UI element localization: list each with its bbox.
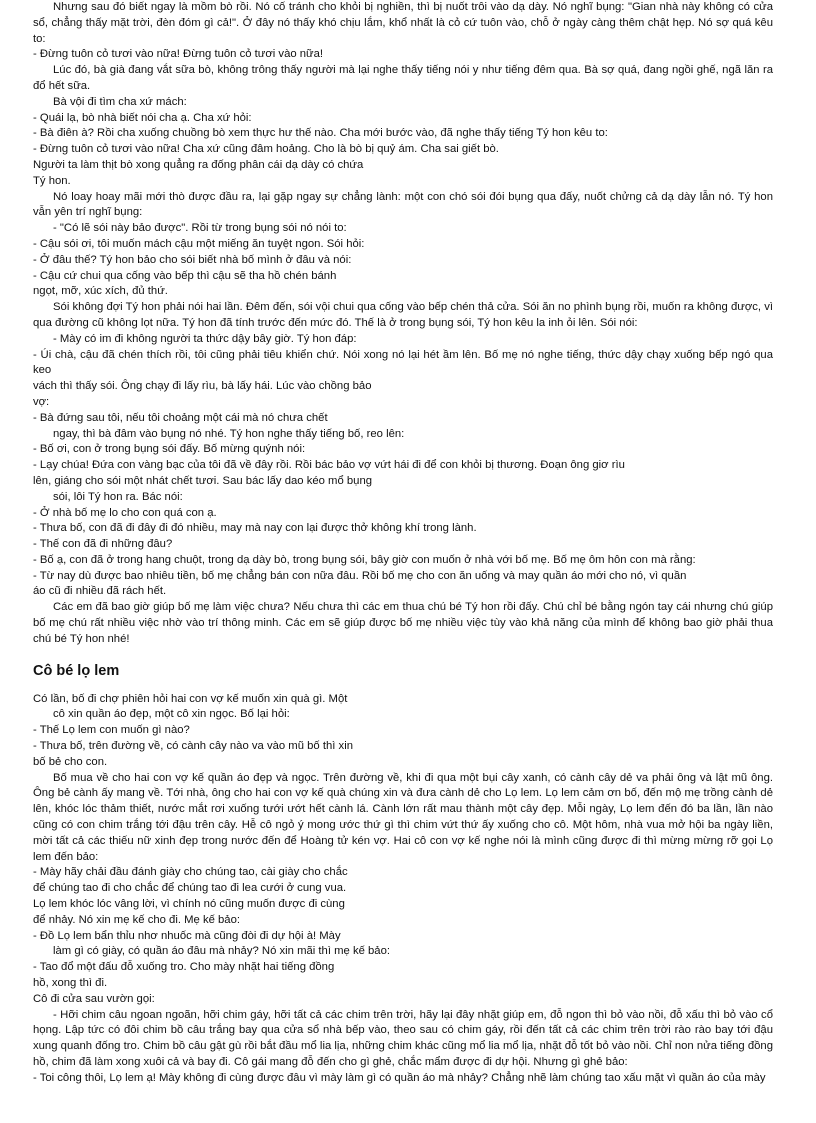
text-line: - Bà đứng sau tôi, nếu tôi choảng một cái mà nó chưa chết [33,411,328,424]
text-line: - Mày có im đi không người ta thức dậy bây giờ. Tý hon đáp: [53,332,357,345]
text-line: - Cậu sói ơi, tôi muốn mách cậu một miếng ăn tuyệt ngon. Sói hỏi: [33,237,365,250]
text-line: Sói không đợi Tý hon phải nói hai lần. Đêm đến, sói vội chui qua cống vào bếp chén thả cửa. Sói ăn no phình bụng rồi, muốn ra không được, vì qua đường cũ không lọt nữa. Tý hon đã tính trước đến mức đó. Thế là ở trong bụng sói, Tý hon kêu la inh ỏi lên. Sói nói: [33,301,773,329]
text-line: Nhưng sau đó biết ngay là mồm bò rồi. Nó cố tránh cho khỏi bị nghiền, thì bị nuốt trôi vào dạ dày. Nó nghĩ bụng: "Gian nhà này không có cửa sổ, chẳng thấy mặt trời, đèn đóm gì cả!". Ở đây nó thấy khó chịu lắm, khổ nhất là cỏ cứ tuôn vào, chỗ ở ngày càng thêm chật hẹp. Nó sợ quá kêu to: [33,1,773,45]
text-line: bố bẻ cho con. [33,755,108,768]
story-cinderella [33,692,773,1087]
text-line: lên, giáng cho sói một nhát chết tươi. Sau bác lấy dao kéo mổ bụng [33,474,373,487]
text-line: cô xin quần áo đẹp, một cô xin ngọc. Bố lại hỏi: [53,708,290,721]
text-line: làm gì có giày, có quần áo đâu mà nhảy? Nó xin mãi thì mẹ kế bảo: [53,945,391,958]
text-line: - Lạy chúa! Đứa con vàng bạc của tôi đã về đây rồi. Rồi bác bảo vợ vứt hái đi để con khỏi bị thương. Đoạn ông giơ rìu [33,459,625,472]
text-line: ngọt, mỡ, xúc xích, đủ thứ. [33,285,168,298]
text-line: - Ở đâu thế? Tý hon bảo cho sói biết nhà bố mình ở đâu và nói: [33,253,352,266]
text-line: - Toi công thôi, Lọ lem ạ! Mày không đi cùng được đâu vì mày làm gì có quần áo mà nhảy? Chẳng nhẽ làm chúng tao xấu mặt vì quần áo của mày [33,1071,766,1084]
text-line: - Đồ Lọ lem bẩn thỉu nhơ nhuốc mà cũng đòi đi dự hội à! Mày [33,929,341,942]
text-line: vợ: [33,395,50,408]
text-line: hồ, xong thì đi. [33,977,108,990]
text-line: Các em đã bao giờ giúp bố mẹ làm việc chưa? Nếu chưa thì các em thua chú bé Tý hon rồi đấy. Chú chỉ bé bằng ngón tay cái nhưng chú giúp bố mẹ chú rất nhiều việc nhờ vào trí thông minh. Các em sẽ giúp được bố mẹ nhiều việc tùy vào khả năng của mình để không bao giờ phải thua chú bé Tý hon nhé! [33,601,773,645]
text-line: - Đừng tuôn cỏ tươi vào nữa! Cha xứ cũng đâm hoảng. Cho là bò bị quỷ ám. Cha sai giết bò. [33,143,499,156]
text-line: vách thì thấy sói. Ông chạy đi lấy rìu, bà lấy hái. Lúc vào chồng bảo [33,380,372,393]
text-line: - Thưa bố, con đã đi đây đi đó nhiều, may mà nay con lại được thở không khí trong lành. [33,522,477,535]
text-line: Người ta làm thịt bò xong quẳng ra đống phân cái dạ dày có chứa [33,158,364,171]
text-line: - Úi chà, cậu đã chén thích rồi, tôi cũng phải tiêu khiển chứ. Nói xong nó lại hét ầm lên. Bố mẹ nó nghe tiếng, thức dậy chạy xuống bếp ngó qua keo [33,348,773,377]
text-line: - Cậu cứ chui qua cống vào bếp thì cậu sẽ tha hồ chén bánh [33,269,337,282]
text-line: Cô đi cửa sau vườn gọi: [33,992,155,1005]
text-line: - Bà điên à? Rồi cha xuống chuồng bò xem thực hư thế nào. Cha mới bước vào, đã nghe thấy tiếng Tý hon kêu to: [33,127,608,140]
text-line: Bố mua về cho hai con vợ kế quần áo đẹp và ngọc. Trên đường về, khi đi qua một bụi cây xanh, có cành cây dẻ va phải ông và lật mũ ông. Ông bẻ cành ấy mang về. Tới nhà, ông cho hai con vợ kế quà chúng xin và đưa cành dẻ cho Lọ lem. Lọ lem cảm ơn bố, đến mộ mẹ trồng cành dẻ lên, khóc lóc thảm thiết, nước mắt rơi xuống tưới ướt hết cành lá. Cành lớn rất mau thành một cây đẹp. Mỗi ngày, Lọ lem đến đó ba lần, lần nào cũng có con chim trắng tới đậu trên cây. Hễ cô ngỏ ý mong ước thứ gì thì chim vứt thứ ấy xuống cho cô. Một hôm, nhà vua mở hội ba ngày liền, mời tất cả các thiếu nữ xinh đẹp trong nước đến để Hoàng tử kén vợ. Hai cô con vợ kế nghe nói là mình cũng được đi thì mừng mừng rỡ gọi Lọ lem đến bảo: [33,771,773,863]
text-line: - Thưa bố, trên đường về, có cành cây nào va vào mũ bố thì xin [33,740,353,753]
text-line: Tý hon. [33,174,71,187]
text-line: - Bố ơi, con ở trong bụng sói đấy. Bố mừng quýnh nói: [33,443,306,456]
text-line: ngay, thì bà đâm vào bụng nó nhé. Tý hon nghe thấy tiếng bố, reo lên: [53,427,405,440]
text-line: Có lần, bố đi chợ phiên hỏi hai con vợ kế muốn xin quà gì. Một [33,692,348,705]
text-line: - Quái lạ, bò nhà biết nói cha ạ. Cha xứ hỏi: [33,111,252,124]
text-line: - Mày hãy chải đầu đánh giày cho chúng tao, cài giày cho chắc [33,866,348,879]
text-line: - Thế con đã đi những đâu? [33,538,173,551]
text-line: - Tao đổ một đấu đỗ xuống tro. Cho mày nhặt hai tiếng đồng [33,961,335,974]
text-line: Bà vội đi tìm cha xứ mách: [53,95,187,108]
text-line: - Từ nay dù được bao nhiêu tiền, bố mẹ chẳng bán con nữa đâu. Rồi bố mẹ cho con ăn uống và may quần áo mới cho nó, vì quần [33,569,687,582]
text-line: để nhảy. Nó xin mẹ kế cho đi. Mẹ kế bảo: [33,913,241,926]
text-line: Lúc đó, bà già đang vắt sữa bò, không trông thấy người mà lại nghe thấy tiếng nói y như tiếng đêm qua. Bà sợ quá, đang ngồi ghế, ngã lăn ra đổ hết sữa. [33,64,773,92]
text-line: Lọ lem khóc lóc vâng lời, vì chính nó cũng muốn được đi cùng [33,898,345,911]
text-line: - Bố ạ, con đã ở trong hang chuột, trong dạ dày bò, trong bụng sói, bây giờ con muốn ở nhà với bố mẹ. Bố mẹ ôm hôn con mà rằng: [33,553,696,566]
text-line: - Hỡi chim câu ngoan ngoãn, hỡi chim gáy, hỡi tất cả các chim trên trời, hãy lại đây nhặt giúp em, đỗ ngon thì bỏ vào nồi, đỗ xấu thì bỏ vào cổ họng. Lập tức có đôi chim bồ câu trắng bay qua cửa sổ nhà bếp vào, theo sau có chim gáy, rồi đến tất cả các chim trên trời rào rào bay tới đậu xung quanh đống tro. Chim bồ câu gật gù rồi bắt đầu mổ lia lịa, những chim khác cũng mổ lia mổ lịa, nhặt đỗ tốt bỏ vào nồi. Chỉ non nửa tiếng đồng hồ, chim đã làm xong xuôi cả và bay đi. Cô gái mang đỗ đến cho gì ghẻ, chắc mẩm được đi dự hội. Nhưng gì ghẻ bảo: [33,1008,773,1068]
text-line: áo cũ đi nhiều đã rách hết. [33,585,167,598]
text-line: - Ở nhà bố mẹ lo cho con quá con ạ. [33,506,217,519]
section-heading: Cô bé lọ lem [33,662,120,679]
text-line: để chúng tao đi cho chắc để chúng tao đi lea cưới ở cung vua. [33,882,347,895]
text-line: - Đừng tuôn cỏ tươi vào nữa! Đừng tuôn cỏ tươi vào nữa! [33,48,324,61]
text-line: - Thế Lọ lem con muốn gì nào? [33,724,190,737]
text-line: Nó loay hoay mãi mới thò được đầu ra, lại gặp ngay sự chẳng lành: một con chó sói đói bụng qua đấy, nuốt chửng cả dạ dày lẫn nó. Tý hon vẫn yên trí nghĩ bụng: [33,190,773,219]
story-tom-thumb-ending [33,0,773,648]
text-line: - "Có lẽ sói này bảo được". Rồi từ trong bụng sói nó nói to: [53,222,347,235]
text-line: sói, lôi Tý hon ra. Bác nói: [53,490,183,503]
